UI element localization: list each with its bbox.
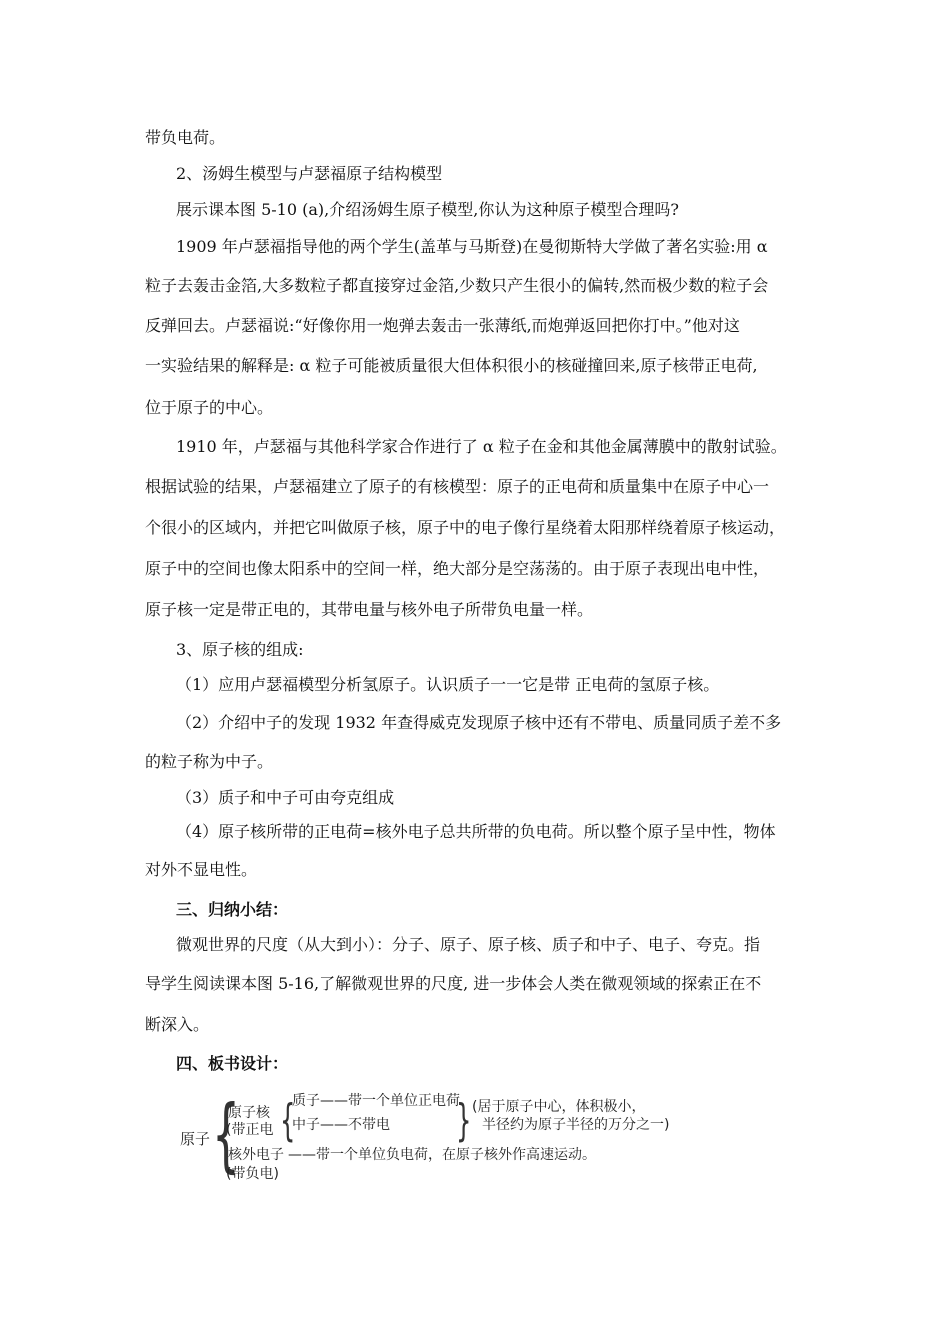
paragraph-line: （2）介绍中子的发现 1932 年查得威克发现原子核中还有不带电、质量同质子差不多 xyxy=(176,713,782,732)
paragraph-line: 对外不显电性。 xyxy=(145,860,258,879)
diagram-note-line2: 半径约为原子半径的万分之一) xyxy=(482,1117,670,1133)
paragraph-line: 的粒子称为中子。 xyxy=(145,752,274,771)
paragraph-line: （4）原子核所带的正电荷=核外电子总共所带的负电荷。所以整个原子呈中性，物体 xyxy=(176,822,776,841)
diagram-nucleus-label: 原子核 xyxy=(228,1105,270,1121)
section-heading: 四、板书设计： xyxy=(176,1054,289,1073)
diagram-electron-label: 核外电子 xyxy=(228,1147,284,1163)
paragraph-line: 根据试验的结果，卢瑟福建立了原子的有核模型：原子的正电荷和质量集中在原子中心一 xyxy=(145,477,770,496)
paragraph-line: 展示课本图 5-10 (a),介绍汤姆生原子模型,你认为这种原子模型合理吗? xyxy=(176,200,679,219)
paragraph-line: （1）应用卢瑟福模型分析氢原子。认识质子一一它是带 正电荷的氢原子核。 xyxy=(176,675,720,694)
section-heading: 2、汤姆生模型与卢瑟福原子结构模型 xyxy=(176,164,443,183)
diagram-proton: 质子——带一个单位正电荷 xyxy=(292,1093,460,1109)
paragraph-line: 导学生阅读课本图 5-16,了解微观世界的尺度, 进一步体会人类在微观领域的探索正在不 xyxy=(145,974,762,993)
paragraph-line: 一实验结果的解释是: α 粒子可能被质量很大但体积很小的核碰撞回来,原子核带正电荷, xyxy=(145,356,758,375)
diagram-electron-charge: (带负电) xyxy=(226,1166,279,1182)
section-heading: 3、原子核的组成: xyxy=(176,640,304,659)
paragraph-line: 微观世界的尺度（从大到小）：分子、原子、原子核、质子和中子、电子、夸克。指 xyxy=(176,935,761,954)
diagram-note-line1: (居于原子中心，体积极小， xyxy=(472,1099,646,1115)
diagram-nucleus-charge: (带正电 xyxy=(226,1122,274,1138)
left-brace-icon: { xyxy=(212,1088,240,1181)
section-heading: 三、归纳小结： xyxy=(176,900,289,919)
paragraph-line: 1909 年卢瑟福指导他的两个学生(盖革与马斯登)在曼彻斯特大学做了著名实验:用 α xyxy=(176,237,768,256)
diagram-electron-desc: ——带一个单位负电荷，在原子核外作高速运动。 xyxy=(288,1147,596,1163)
paragraph-line: 1910 年，卢瑟福与其他科学家合作进行了 α 粒子在金和其他金属薄膜中的散射试验。 xyxy=(176,437,787,456)
paragraph-line: 断深入。 xyxy=(145,1015,210,1034)
paragraph-line: 原子中的空间也像太阳系中的空间一样，绝大部分是空荡荡的。由于原子表现出电中性， xyxy=(145,559,770,578)
paragraph-line: 粒子去轰击金箔,大多数粒子都直接穿过金箔,少数只产生很小的偏转,然而极少数的粒子会 xyxy=(145,276,769,295)
diagram-neutron: 中子——不带电 xyxy=(292,1117,390,1133)
paragraph-line: 带负电荷。 xyxy=(145,128,226,147)
paragraph-line: 原子核一定是带正电的，其带电量与核外电子所带负电量一样。 xyxy=(145,600,594,619)
left-brace-icon: { xyxy=(280,1095,296,1146)
paragraph-line: （3）质子和中子可由夸克组成 xyxy=(176,788,395,807)
right-brace-icon: } xyxy=(456,1095,472,1146)
blackboard-diagram xyxy=(176,1085,696,1190)
paragraph-line: 个很小的区域内，并把它叫做原子核，原子中的电子像行星绕着太阳那样绕着原子核运动， xyxy=(145,518,786,537)
paragraph-line: 位于原子的中心。 xyxy=(145,398,274,417)
diagram-atom-label: 原子 xyxy=(180,1130,211,1148)
paragraph-line: 反弹回去。卢瑟福说:“好像你用一炮弹去轰击一张薄纸,而炮弹返回把你打中。”他对这 xyxy=(145,316,740,335)
